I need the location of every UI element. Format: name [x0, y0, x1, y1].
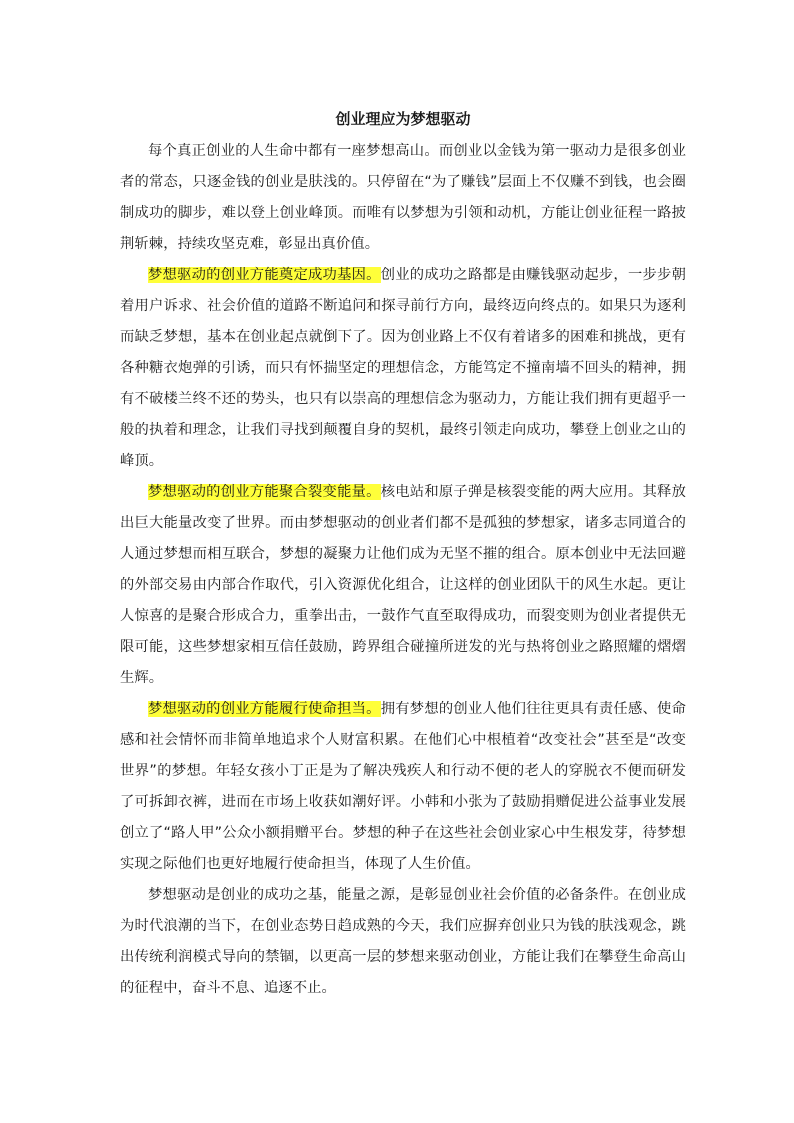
document-page — [120, 106, 686, 1004]
paragraph-4 — [120, 694, 686, 880]
paragraph-text: 核电站和原子弹是核裂变能的两大应用。其释放出巨大能量改变了世界。而由梦想驱动的创业者们都不是孤独的梦想家，诸多志同道合的人通过梦想而相互联合，梦想的凝聚力让他们成为无坚不摧的组合。原本创业中无法回避的外部交易由内部合作取代，引入资源优化组合，让这样的创业团队干的风生水起。更让人惊喜的是聚合形成合力，重拳出击，一鼓作气直至取得成功，而裂变则为创业者提供无限可能，这些梦想家相互信任鼓励，跨界组合碰撞所迸发的光与热将创业之路照耀的熠熠生辉。 — [120, 484, 686, 686]
paragraph-1 — [120, 136, 686, 260]
paragraph-text: 创业的成功之路都是由赚钱驱动起步，一步步朝着用户诉求、社会价值的道路不断追问和探寻前行方向，最终迈向终点的。如果只为逐利而缺乏梦想，基本在创业起点就倒下了。因为创业路上不仅有着诸多的困难和挑战，更有各种糖衣炮弹的引诱，而只有怀揣坚定的理想信念，方能笃定不撞南墙不回头的精神，拥有不破楼兰终不还的势头，也只有以崇高的理想信念为驱动力，方能让我们拥有更超乎一般的执着和理念，让我们寻找到颠覆自身的契机，最终引领走向成功，攀登上创业之山的峰顶。 — [120, 267, 686, 469]
paragraph-text: 梦想驱动是创业的成功之基，能量之源，是彰显创业社会价值的必备条件。在创业成为时代浪潮的当下，在创业态势日趋成熟的今天，我们应摒弃创业只为钱的肤浅观念，跳出传统利润模式导向的禁锢，以更高一层的梦想来驱动创业，方能让我们在攀登生命高山的征程中，奋斗不息、追逐不止。 — [120, 887, 686, 996]
highlighted-lead: 梦想驱动的创业方能聚合裂变能量。 — [148, 484, 381, 500]
paragraph-2 — [120, 260, 686, 477]
paragraph-5 — [120, 880, 686, 1004]
paragraph-3 — [120, 477, 686, 694]
paragraph-text: 拥有梦想的创业人他们往往更具有责任感、使命感和社会情怀而非简单地追求个人财富积累。在他们心中根植着“改变社会”甚至是“改变世界”的梦想。年轻女孩小丁正是为了解决残疾人和行动不便的老人的穿脱衣不便而研发了可拆卸衣裤，进而在市场上收获如潮好评。小韩和小张为了鼓励捐赠促进公益事业发展创立了“路人甲”公众小额捐赠平台。梦想的种子在这些社会创业家心中生根发芽，待梦想实现之际他们也更好地履行使命担当，体现了人生价值。 — [120, 701, 686, 872]
document-title: 创业理应为梦想驱动 — [335, 110, 471, 128]
highlighted-lead: 梦想驱动的创业方能奠定成功基因。 — [148, 267, 381, 283]
highlighted-lead: 梦想驱动的创业方能履行使命担当。 — [148, 701, 381, 717]
paragraph-text: 每个真正创业的人生命中都有一座梦想高山。而创业以金钱为第一驱动力是很多创业者的常态，只逐金钱的创业是肤浅的。只停留在“为了赚钱”层面上不仅赚不到钱，也会圈制成功的脚步，难以登上创业峰顶。而唯有以梦想为引领和动机，方能让创业征程一路披荆斩棘，持续攻坚克难，彰显出真价值。 — [120, 143, 686, 252]
